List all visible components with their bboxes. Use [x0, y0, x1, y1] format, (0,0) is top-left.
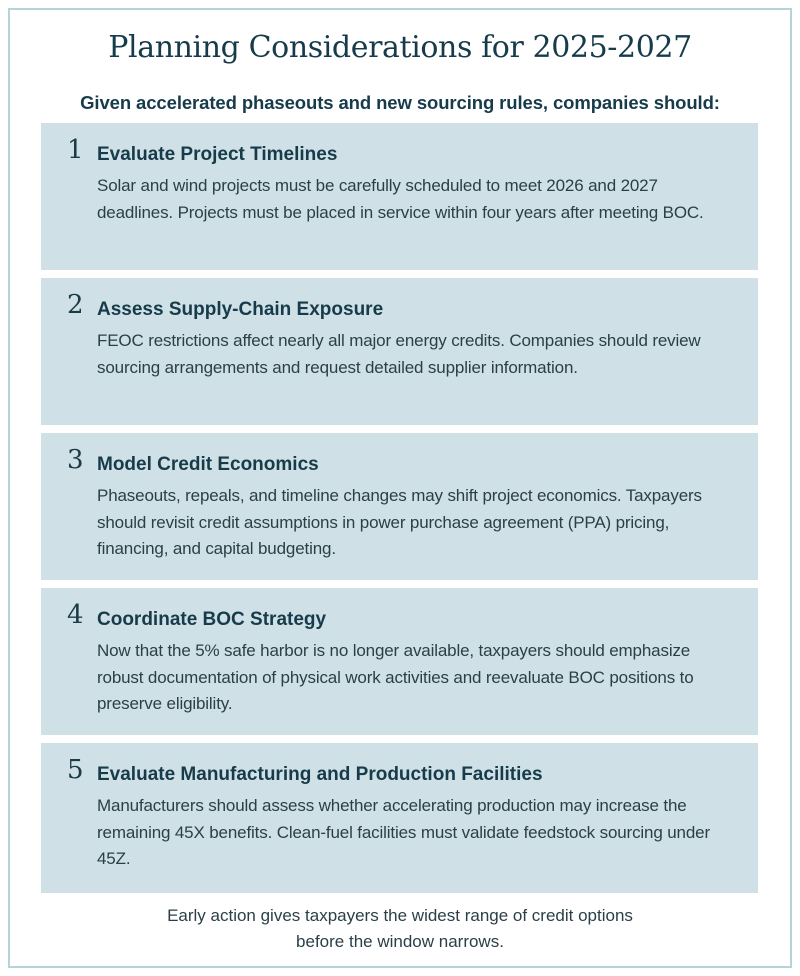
item-title: Coordinate BOC Strategy	[97, 609, 327, 630]
item-title: Evaluate Manufacturing and Production Facilities	[97, 764, 543, 785]
item-description: Solar and wind projects must be carefully scheduled to meet 2026 and 2027 deadlines. Projects must be placed in service within four years after meeting BOC.	[97, 176, 704, 222]
item-number: 4	[67, 600, 84, 630]
item-title: Assess Supply-Chain Exposure	[97, 299, 384, 320]
infographic-frame	[8, 8, 792, 968]
item-title: Model Credit Economics	[97, 454, 319, 475]
consideration-card-1	[41, 123, 758, 270]
closing-note-line-1: Early action gives taxpayers the widest range of credit options	[167, 906, 633, 925]
item-description: Phaseouts, repeals, and timeline changes may shift project economics. Taxpayers should revisit credit assumptions in power purchase agreement (PPA) pricing, financing, and capital budgeting.	[97, 486, 702, 558]
closing-note	[10, 903, 790, 955]
page-subtitle: Given accelerated phaseouts and new sourcing rules, companies should:	[80, 92, 720, 113]
item-description: Now that the 5% safe harbor is no longer available, taxpayers should emphasize robust documentation of physical work activities and reevaluate BOC positions to preserve eligibility.	[97, 641, 694, 713]
item-number: 2	[67, 290, 84, 320]
consideration-card-2	[41, 278, 758, 425]
consideration-card-4	[41, 588, 758, 735]
item-description: Manufacturers should assess whether accelerating production may increase the remaining 45X benefits. Clean-fuel facilities must validate feedstock sourcing under 45Z.	[97, 796, 710, 868]
item-description: FEOC restrictions affect nearly all major energy credits. Companies should review sourcing arrangements and request detailed supplier information.	[97, 331, 701, 377]
item-title: Evaluate Project Timelines	[97, 144, 338, 165]
item-number: 3	[67, 445, 84, 475]
page-title: Planning Considerations for 2025-2027	[108, 30, 692, 65]
consideration-card-5	[41, 743, 758, 893]
closing-note-line-2: before the window narrows.	[296, 932, 504, 951]
item-number: 5	[67, 755, 84, 785]
considerations-list	[41, 123, 758, 901]
consideration-card-3	[41, 433, 758, 580]
item-number: 1	[67, 135, 84, 165]
